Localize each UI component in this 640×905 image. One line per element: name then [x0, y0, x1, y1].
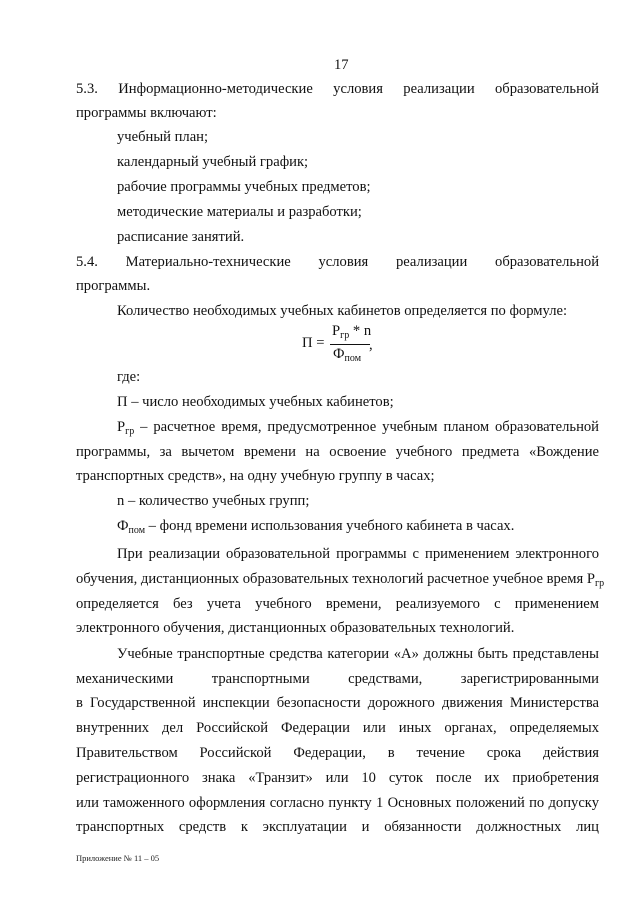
text-line: программы включают:	[76, 105, 217, 121]
text-line: программы, за вычетом времени на освоение учебного предмета «Вождение	[76, 444, 599, 460]
text-line: определяется без учета учебного времени, реализуемого с применением	[76, 596, 599, 612]
fraction-bar	[330, 344, 370, 345]
text-line: в Государственной инспекции безопасности дорожного движения Министерства	[76, 695, 599, 711]
text-line: 5.3. Информационно-методические условия реализации образовательной	[76, 81, 599, 97]
text-line: программы.	[76, 278, 151, 294]
formula-numerator: $P_{гр}$ * n	[332, 323, 372, 341]
text-line: регистрационного знака «Транзит» или 10 суток после их приобретения	[76, 770, 599, 786]
text-line: n – количество учебных групп;	[117, 493, 310, 509]
text-line: внутренних дел Российской Федерации или иных органах, определяемых	[76, 720, 599, 736]
text-line: Учебные транспортные средства категории «А» должны быть представлены	[117, 646, 599, 662]
text-line: или таможенного оформления согласно пункту 1 Основных положений по допуску	[76, 795, 599, 811]
list-item: учебный план;	[117, 129, 209, 145]
text-line: При реализации образовательной программы с применением электронного	[117, 546, 599, 562]
list-item: методические материалы и разработки;	[117, 204, 362, 220]
footer-note: Приложение № 11 – 05	[76, 853, 160, 863]
formula-lhs: П =	[302, 335, 325, 351]
text-line: $Ф_{пом}$ – фонд времени использования учебного кабинета в часах.	[117, 518, 515, 536]
formula-denominator: $Ф_{пом}$	[333, 346, 362, 364]
text-line: Количество необходимых учебных кабинетов определяется по формуле:	[117, 303, 568, 319]
text-line: П – число необходимых учебных кабинетов;	[117, 394, 394, 410]
list-item: рабочие программы учебных предметов;	[117, 179, 371, 195]
formula	[302, 323, 412, 369]
text-line: транспортных средств к эксплуатации и обязанности должностных лиц	[76, 819, 599, 835]
text-line: механическими транспортными средствами, зарегистрированными	[76, 671, 599, 687]
text-line: 5.4. Материально-технические условия реализации образовательной	[76, 254, 599, 270]
text-line: транспортных средств», на одну учебную группу в часах;	[76, 468, 435, 484]
text-line: $P_{гр}$ – расчетное время, предусмотренное учебным планом образовательной	[117, 419, 599, 437]
text-line: обучения, дистанционных образовательных технологий расчетное учебное время $P_{гр}$	[76, 571, 605, 589]
text-line: где:	[117, 369, 141, 385]
formula-comma: ,	[369, 337, 373, 353]
list-item: календарный учебный график;	[117, 154, 309, 170]
text-line: Правительством Российской Федерации, в течение срока действия	[76, 745, 599, 761]
text-line: электронного обучения, дистанционных образовательных технологий.	[76, 620, 515, 636]
page-number: 17	[334, 57, 349, 73]
list-item: расписание занятий.	[117, 229, 245, 245]
